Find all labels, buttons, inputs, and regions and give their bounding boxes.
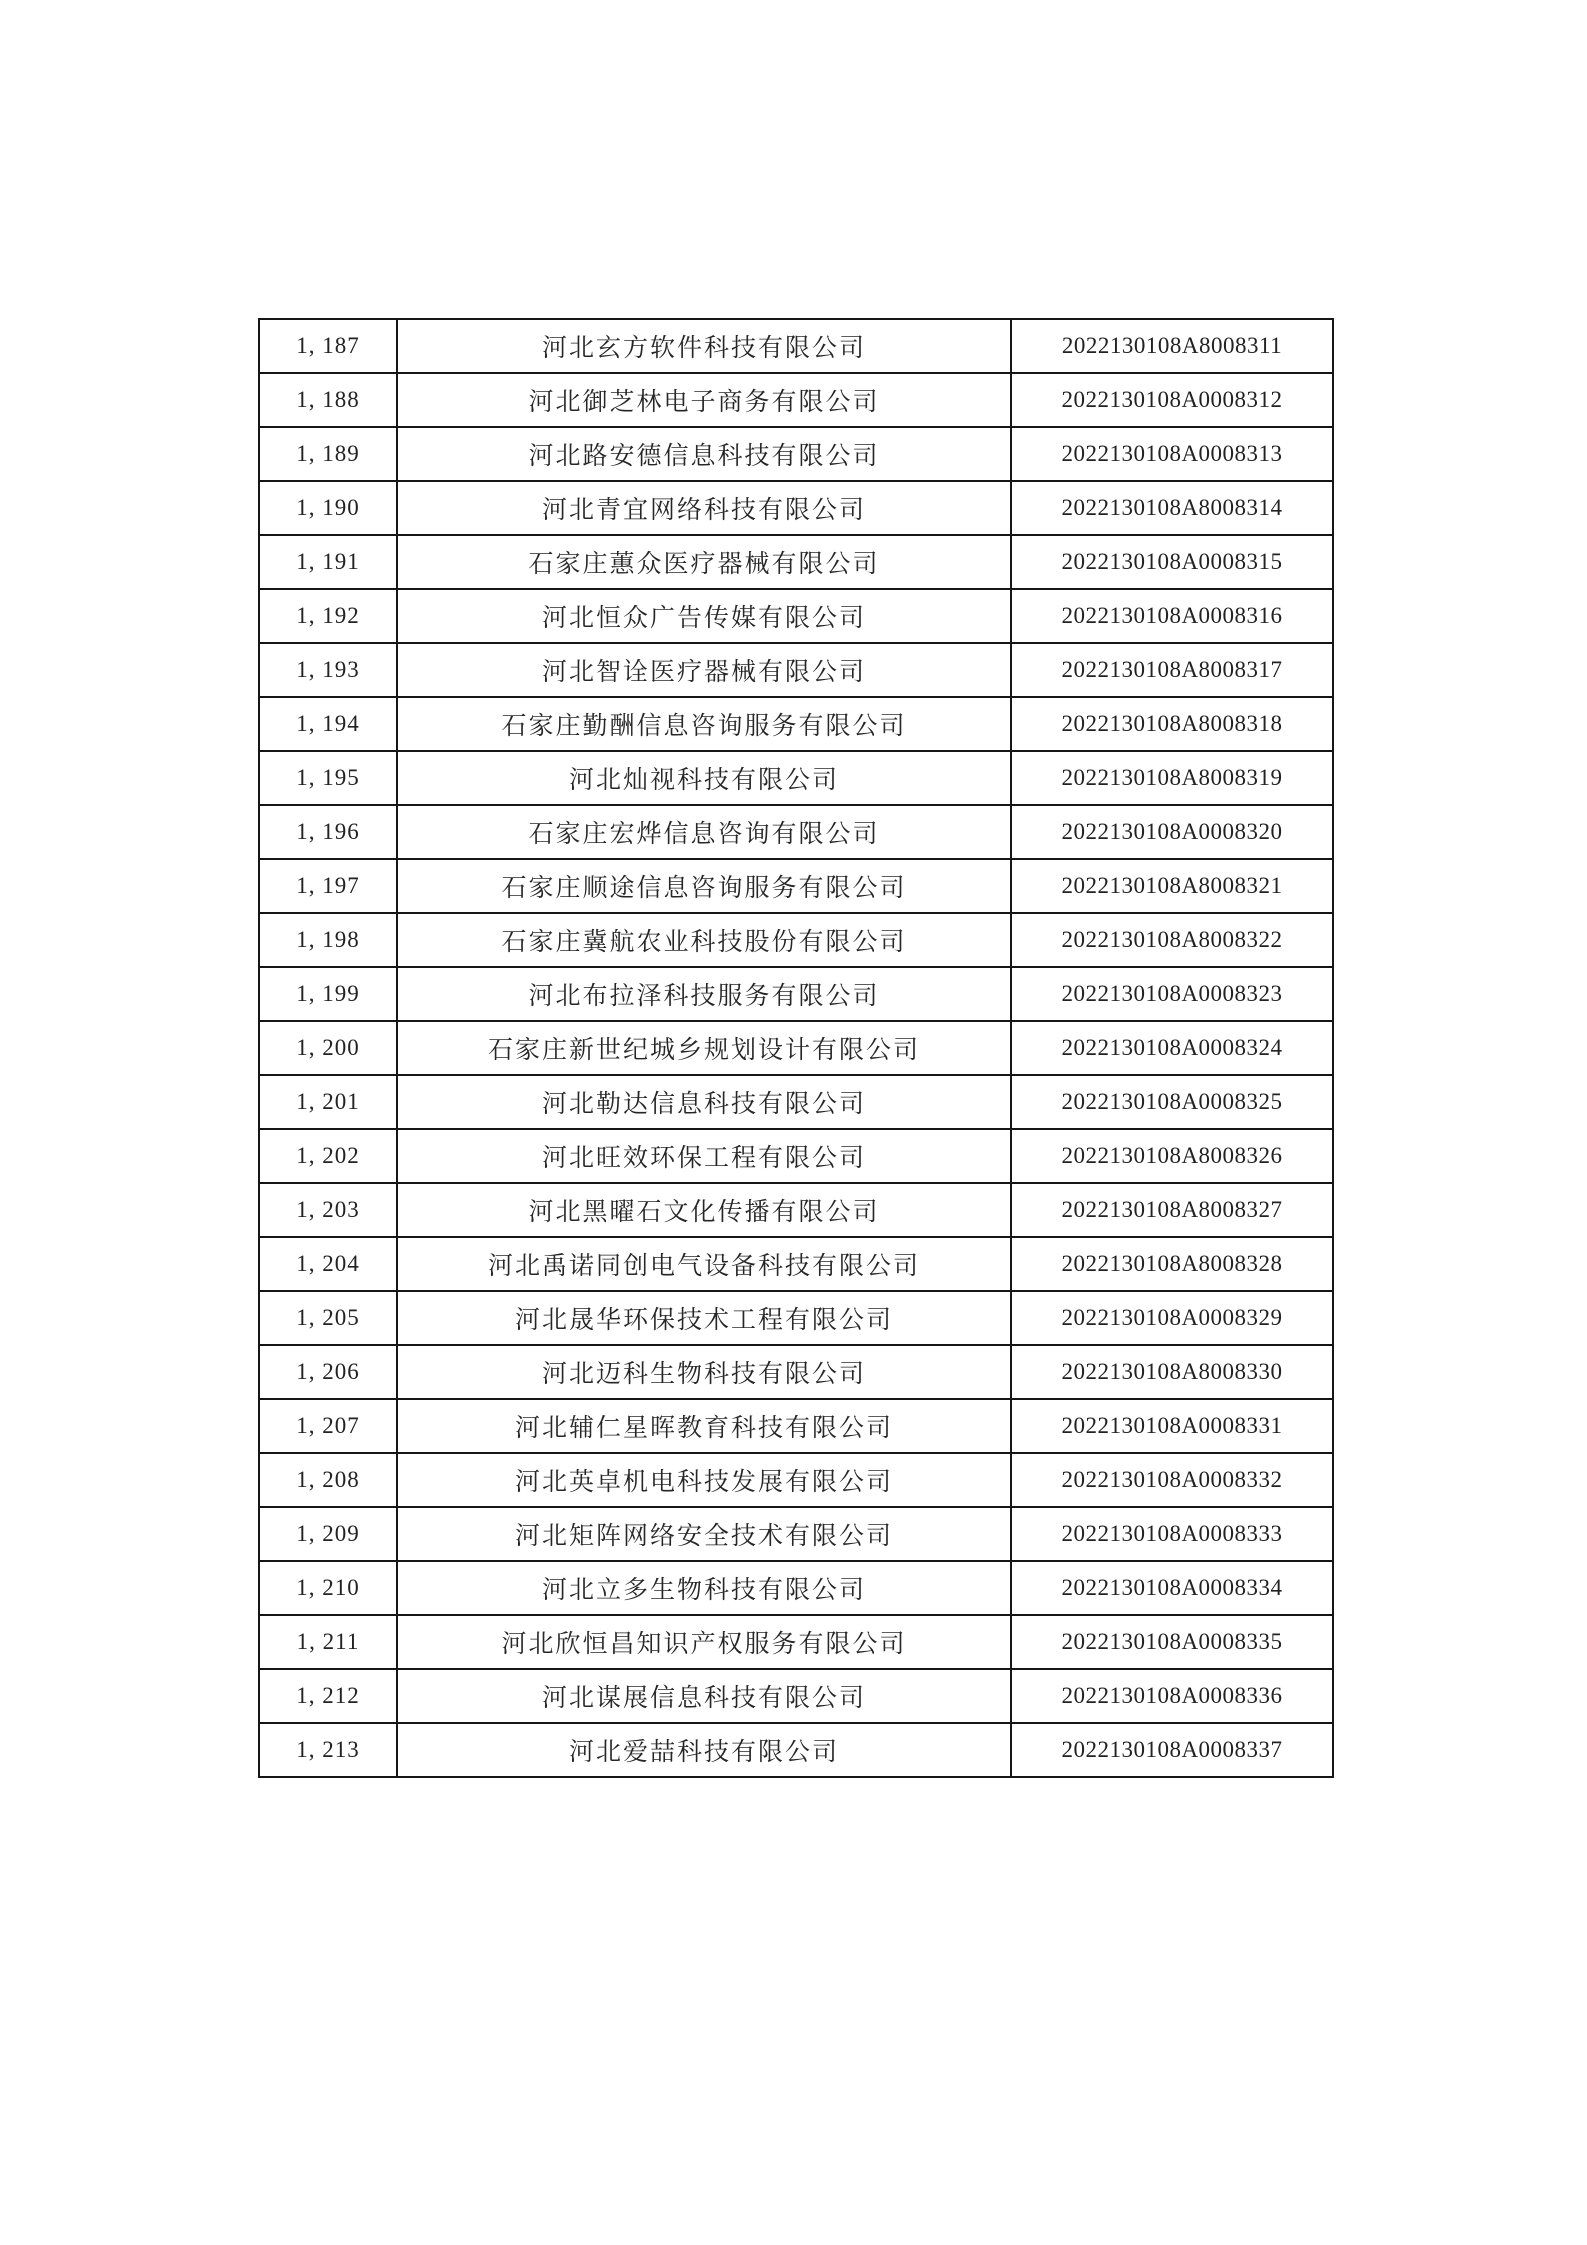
company-name-cell: 河北勒达信息科技有限公司 xyxy=(397,1075,1011,1129)
table-row xyxy=(259,319,1333,373)
row-number-cell: 1, 206 xyxy=(259,1345,397,1399)
company-name-cell: 河北立多生物科技有限公司 xyxy=(397,1561,1011,1615)
company-name-cell: 河北矩阵网络安全技术有限公司 xyxy=(397,1507,1011,1561)
company-name-cell: 石家庄顺途信息咨询服务有限公司 xyxy=(397,859,1011,913)
registration-code-cell: 2022130108A0008333 xyxy=(1011,1507,1333,1561)
registration-code-cell: 2022130108A0008334 xyxy=(1011,1561,1333,1615)
company-name-cell: 河北御芝林电子商务有限公司 xyxy=(397,373,1011,427)
company-name-cell: 石家庄新世纪城乡规划设计有限公司 xyxy=(397,1021,1011,1075)
table-row xyxy=(259,1399,1333,1453)
row-number-cell: 1, 201 xyxy=(259,1075,397,1129)
registration-code-cell: 2022130108A8008317 xyxy=(1011,643,1333,697)
table-row xyxy=(259,1291,1333,1345)
company-registration-table xyxy=(258,318,1334,1778)
company-name-cell: 河北旺效环保工程有限公司 xyxy=(397,1129,1011,1183)
row-number-cell: 1, 196 xyxy=(259,805,397,859)
row-number-cell: 1, 187 xyxy=(259,319,397,373)
table-row xyxy=(259,427,1333,481)
company-name-cell: 河北布拉泽科技服务有限公司 xyxy=(397,967,1011,1021)
row-number-cell: 1, 188 xyxy=(259,373,397,427)
registration-code-cell: 2022130108A8008330 xyxy=(1011,1345,1333,1399)
table-row xyxy=(259,1723,1333,1777)
registration-code-cell: 2022130108A0008325 xyxy=(1011,1075,1333,1129)
row-number-cell: 1, 199 xyxy=(259,967,397,1021)
registration-code-cell: 2022130108A8008311 xyxy=(1011,319,1333,373)
row-number-cell: 1, 194 xyxy=(259,697,397,751)
company-table-body xyxy=(259,319,1333,1777)
table-row xyxy=(259,643,1333,697)
table-row xyxy=(259,535,1333,589)
company-name-cell: 河北禹诺同创电气设备科技有限公司 xyxy=(397,1237,1011,1291)
table-row xyxy=(259,1129,1333,1183)
registration-code-cell: 2022130108A0008331 xyxy=(1011,1399,1333,1453)
company-name-cell: 河北路安德信息科技有限公司 xyxy=(397,427,1011,481)
row-number-cell: 1, 211 xyxy=(259,1615,397,1669)
table-row xyxy=(259,1075,1333,1129)
registration-code-cell: 2022130108A0008337 xyxy=(1011,1723,1333,1777)
row-number-cell: 1, 212 xyxy=(259,1669,397,1723)
row-number-cell: 1, 200 xyxy=(259,1021,397,1075)
registration-code-cell: 2022130108A0008320 xyxy=(1011,805,1333,859)
table-row xyxy=(259,1345,1333,1399)
table-row xyxy=(259,913,1333,967)
row-number-cell: 1, 203 xyxy=(259,1183,397,1237)
registration-code-cell: 2022130108A8008327 xyxy=(1011,1183,1333,1237)
row-number-cell: 1, 208 xyxy=(259,1453,397,1507)
table-row xyxy=(259,751,1333,805)
row-number-cell: 1, 207 xyxy=(259,1399,397,1453)
table-row xyxy=(259,859,1333,913)
registration-code-cell: 2022130108A8008314 xyxy=(1011,481,1333,535)
row-number-cell: 1, 189 xyxy=(259,427,397,481)
company-name-cell: 河北智诠医疗器械有限公司 xyxy=(397,643,1011,697)
company-name-cell: 河北青宜网络科技有限公司 xyxy=(397,481,1011,535)
company-name-cell: 河北晟华环保技术工程有限公司 xyxy=(397,1291,1011,1345)
company-name-cell: 石家庄蕙众医疗器械有限公司 xyxy=(397,535,1011,589)
row-number-cell: 1, 197 xyxy=(259,859,397,913)
company-name-cell: 河北爱喆科技有限公司 xyxy=(397,1723,1011,1777)
row-number-cell: 1, 191 xyxy=(259,535,397,589)
table-row xyxy=(259,1183,1333,1237)
row-number-cell: 1, 205 xyxy=(259,1291,397,1345)
table-row xyxy=(259,967,1333,1021)
company-name-cell: 河北玄方软件科技有限公司 xyxy=(397,319,1011,373)
company-name-cell: 河北黑曜石文化传播有限公司 xyxy=(397,1183,1011,1237)
company-name-cell: 石家庄冀航农业科技股份有限公司 xyxy=(397,913,1011,967)
registration-code-cell: 2022130108A0008336 xyxy=(1011,1669,1333,1723)
row-number-cell: 1, 192 xyxy=(259,589,397,643)
row-number-cell: 1, 204 xyxy=(259,1237,397,1291)
company-name-cell: 石家庄宏烨信息咨询有限公司 xyxy=(397,805,1011,859)
row-number-cell: 1, 190 xyxy=(259,481,397,535)
table-row xyxy=(259,1237,1333,1291)
table-row xyxy=(259,1453,1333,1507)
registration-code-cell: 2022130108A0008313 xyxy=(1011,427,1333,481)
company-name-cell: 河北恒众广告传媒有限公司 xyxy=(397,589,1011,643)
registration-code-cell: 2022130108A8008319 xyxy=(1011,751,1333,805)
table-row xyxy=(259,1561,1333,1615)
row-number-cell: 1, 193 xyxy=(259,643,397,697)
table-row xyxy=(259,1507,1333,1561)
table-row xyxy=(259,1615,1333,1669)
registration-code-cell: 2022130108A0008324 xyxy=(1011,1021,1333,1075)
table-row xyxy=(259,481,1333,535)
registration-code-cell: 2022130108A8008328 xyxy=(1011,1237,1333,1291)
table-row xyxy=(259,589,1333,643)
registration-code-cell: 2022130108A8008318 xyxy=(1011,697,1333,751)
company-name-cell: 河北灿视科技有限公司 xyxy=(397,751,1011,805)
company-name-cell: 河北谋展信息科技有限公司 xyxy=(397,1669,1011,1723)
row-number-cell: 1, 210 xyxy=(259,1561,397,1615)
registration-code-cell: 2022130108A0008332 xyxy=(1011,1453,1333,1507)
registration-code-cell: 2022130108A0008315 xyxy=(1011,535,1333,589)
registration-code-cell: 2022130108A0008323 xyxy=(1011,967,1333,1021)
table-row xyxy=(259,1021,1333,1075)
registration-code-cell: 2022130108A0008316 xyxy=(1011,589,1333,643)
company-name-cell: 河北辅仁星晖教育科技有限公司 xyxy=(397,1399,1011,1453)
company-name-cell: 河北迈科生物科技有限公司 xyxy=(397,1345,1011,1399)
registration-code-cell: 2022130108A0008329 xyxy=(1011,1291,1333,1345)
registration-code-cell: 2022130108A8008321 xyxy=(1011,859,1333,913)
row-number-cell: 1, 202 xyxy=(259,1129,397,1183)
table-row xyxy=(259,805,1333,859)
registration-code-cell: 2022130108A8008326 xyxy=(1011,1129,1333,1183)
table-row xyxy=(259,1669,1333,1723)
registration-code-cell: 2022130108A8008322 xyxy=(1011,913,1333,967)
company-name-cell: 河北欣恒昌知识产权服务有限公司 xyxy=(397,1615,1011,1669)
company-name-cell: 石家庄勤酬信息咨询服务有限公司 xyxy=(397,697,1011,751)
row-number-cell: 1, 209 xyxy=(259,1507,397,1561)
row-number-cell: 1, 195 xyxy=(259,751,397,805)
company-name-cell: 河北英卓机电科技发展有限公司 xyxy=(397,1453,1011,1507)
row-number-cell: 1, 213 xyxy=(259,1723,397,1777)
row-number-cell: 1, 198 xyxy=(259,913,397,967)
table-row xyxy=(259,373,1333,427)
table-row xyxy=(259,697,1333,751)
registration-code-cell: 2022130108A0008312 xyxy=(1011,373,1333,427)
registration-code-cell: 2022130108A0008335 xyxy=(1011,1615,1333,1669)
